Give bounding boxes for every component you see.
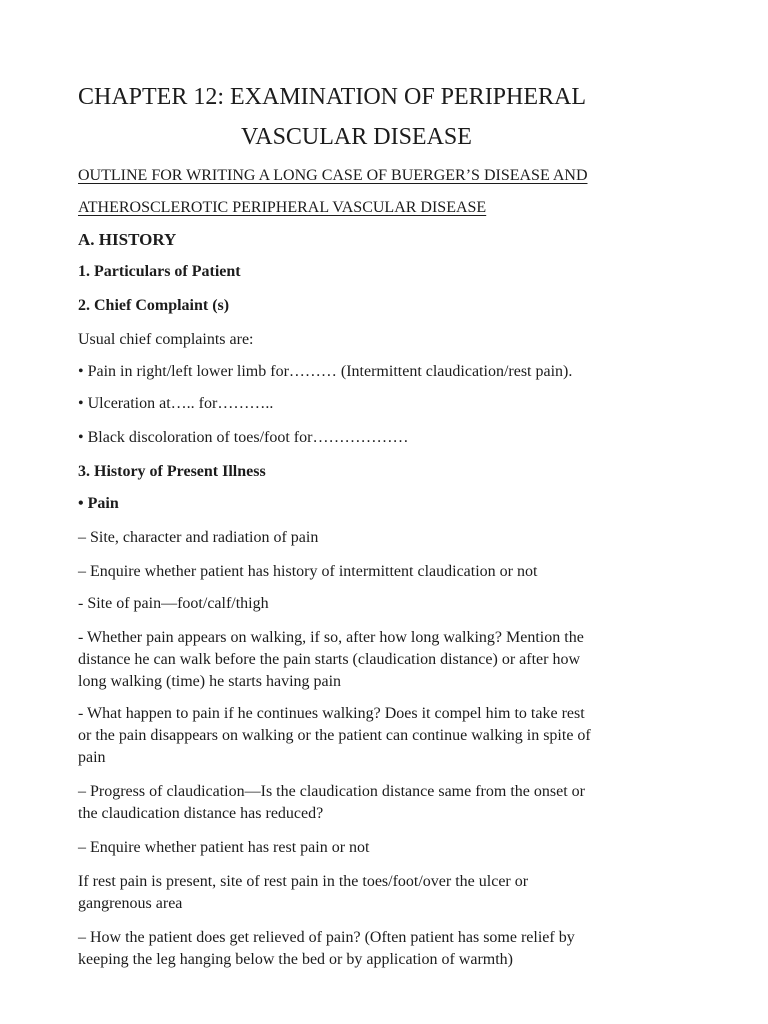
pain-line: – Enquire whether patient has history of intermittent claudication or not — [78, 563, 538, 580]
pain-line: keeping the leg hanging below the bed or by application of warmth) — [78, 951, 513, 968]
pain-line: - Site of pain—foot/calf/thigh — [78, 595, 269, 612]
chapter-title-line-1: CHAPTER 12: EXAMINATION OF PERIPHERAL — [78, 84, 587, 110]
pain-line: If rest pain is present, site of rest pain in the toes/foot/over the ulcer or — [78, 873, 529, 890]
pain-line: – Enquire whether patient has rest pain or not — [78, 839, 370, 856]
pain-line: the claudication distance has reduced? — [78, 805, 324, 822]
chief-complaint-item: • Black discoloration of toes/foot for……………… — [78, 429, 409, 446]
subheading-particulars: 1. Particulars of Patient — [78, 263, 241, 280]
subheading-pain: • Pain — [78, 495, 119, 512]
chief-complaint-item: • Ulceration at….. for……….. — [78, 395, 274, 412]
chief-complaint-item: • Pain in right/left lower limb for……… (Intermittent claudication/rest pain). — [78, 363, 573, 380]
subheading-chief-complaint: 2. Chief Complaint (s) — [78, 297, 230, 314]
pain-line: – Site, character and radiation of pain — [78, 529, 319, 546]
chief-complaint-intro: Usual chief complaints are: — [78, 331, 254, 348]
subheading-present-illness: 3. History of Present Illness — [78, 463, 266, 480]
pain-line: – How the patient does get relieved of pain? (Often patient has some relief by — [78, 929, 575, 946]
chapter-title-line-2: VASCULAR DISEASE — [241, 124, 472, 150]
section-heading-history: A. HISTORY — [78, 230, 177, 249]
pain-line: - What happen to pain if he continues walking? Does it compel him to take rest — [78, 705, 585, 722]
pain-line: gangrenous area — [78, 895, 183, 912]
pain-line: distance he can walk before the pain starts (claudication distance) or after how — [78, 651, 581, 668]
pain-line: or the pain disappears on walking or the patient can continue walking in spite of — [78, 727, 591, 744]
outline-heading-line-1: OUTLINE FOR WRITING A LONG CASE OF BUERGER’S DISEASE AND — [78, 167, 588, 184]
pain-line: long walking (time) he starts having pain — [78, 673, 342, 690]
pain-line: - Whether pain appears on walking, if so, after how long walking? Mention the — [78, 629, 584, 646]
outline-heading-line-2: ATHEROSCLEROTIC PERIPHERAL VASCULAR DISEASE — [78, 199, 487, 216]
pain-line: pain — [78, 749, 106, 766]
pain-line: – Progress of claudication—Is the claudication distance same from the onset or — [78, 783, 585, 800]
